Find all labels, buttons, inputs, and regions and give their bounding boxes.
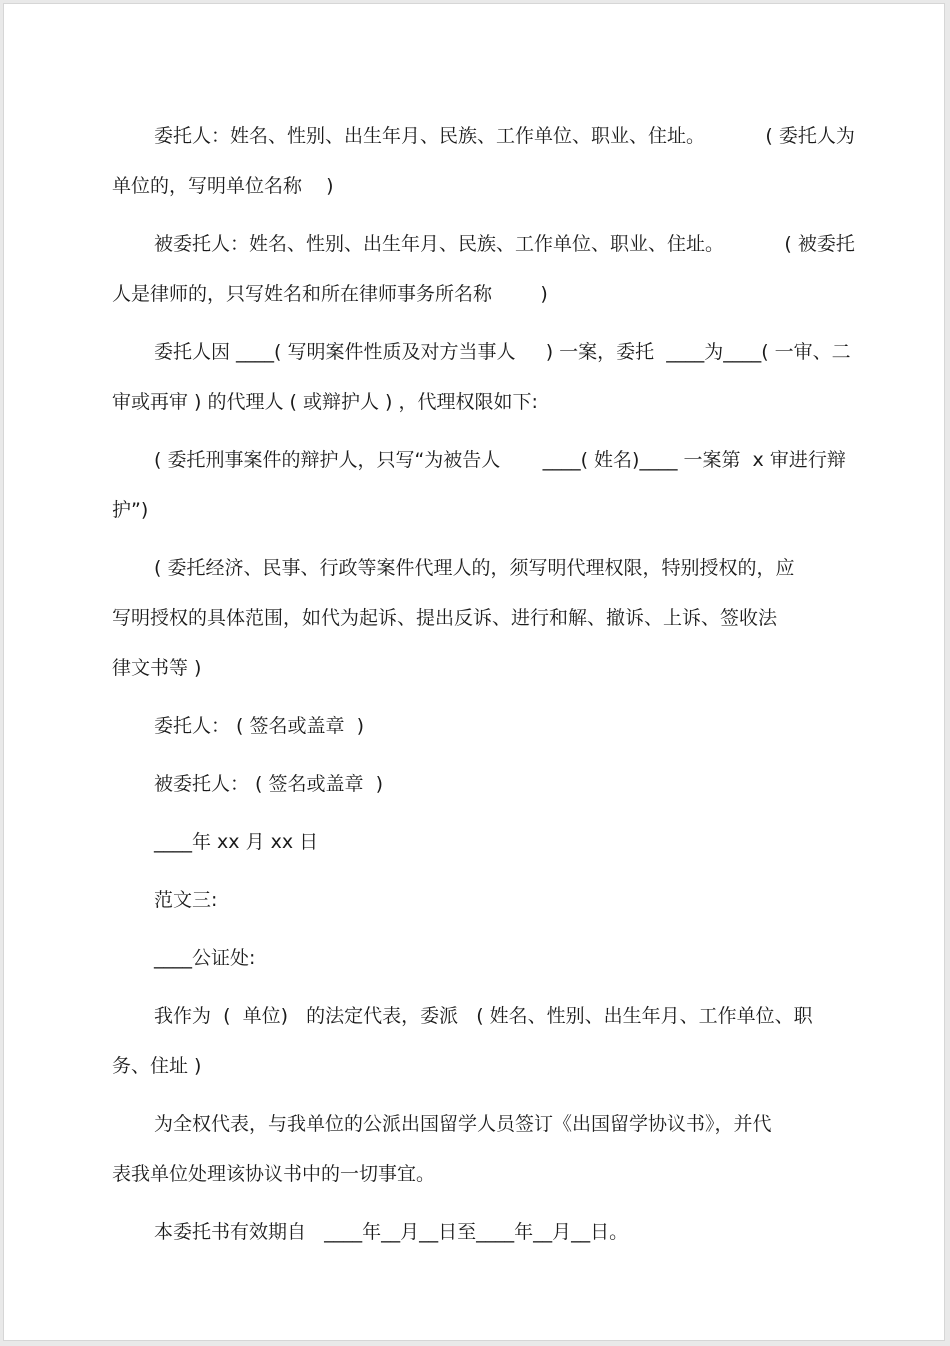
paragraph-principal (112, 111, 855, 211)
text-line: 本委托书有效期自 ____年__月__日至____年__月__日。 (154, 1221, 629, 1243)
paragraph-criminal-defense (112, 435, 847, 535)
text-line: ( 委托刑事案件的辩护人，只写“为被告人 ____( 姓名)____ 一案第 x 审进行辩 (154, 449, 846, 471)
section-heading (112, 875, 847, 925)
text-line: 表我单位处理该协议书中的一切事宜。 (112, 1163, 436, 1185)
paragraph-full-authority (112, 1099, 847, 1199)
text-line: 委托人： ( 签名或盖章 ) (154, 715, 364, 737)
paragraph-agent (112, 219, 855, 319)
text-line: ____年 xx 月 xx 日 (154, 831, 319, 853)
text-line: 写明授权的具体范围，如代为起诉、提出反诉、进行和解、撤诉、上诉、签收法 (112, 607, 778, 629)
principal-signature (112, 701, 847, 751)
text-line: 为全权代表，与我单位的公派出国留学人员签订《出国留学协议书》，并代 (154, 1113, 772, 1135)
paragraph-civil-authority (112, 543, 847, 693)
text-line: 单位的，写明单位名称 ) (112, 175, 334, 197)
text-line: 务、住址 ) (112, 1055, 202, 1077)
text-line: 审或再审 ) 的代理人 ( 或辩护人 ) ，代理权限如下: (112, 391, 538, 413)
text-line: 范文三: (154, 889, 218, 911)
agent-signature (112, 759, 847, 809)
text-line: ____公证处: (154, 947, 256, 969)
text-line: 被委托人：姓名、性别、出生年月、民族、工作单位、职业、住址。 ( 被委托 (154, 233, 855, 255)
date-line (112, 817, 847, 867)
text-line: 律文书等 ) (112, 657, 202, 679)
text-line: 人是律师的，只写姓名和所在律师事务所名称 ) (112, 283, 548, 305)
notary-office-line (112, 933, 847, 983)
text-line: 委托人：姓名、性别、出生年月、民族、工作单位、职业、住址。 ( 委托人为 (154, 125, 855, 147)
text-line: 我作为 ( 单位) 的法定代表，委派 ( 姓名、性别、出生年月、工作单位、职 (154, 1005, 813, 1027)
text-line: 委托人因 ____( 写明案件性质及对方当事人 ) 一案，委托 ____为____( 一审、二 (154, 341, 851, 363)
text-line: ( 委托经济、民事、行政等案件代理人的，须写明代理权限，特别授权的，应 (154, 557, 795, 579)
paragraph-validity (112, 1207, 847, 1257)
paragraph-legal-representative (112, 991, 847, 1091)
paragraph-case (112, 327, 851, 427)
text-line: 被委托人： ( 签名或盖章 ) (154, 773, 383, 795)
document-page (3, 3, 945, 1341)
text-line: 护”) (112, 499, 149, 521)
